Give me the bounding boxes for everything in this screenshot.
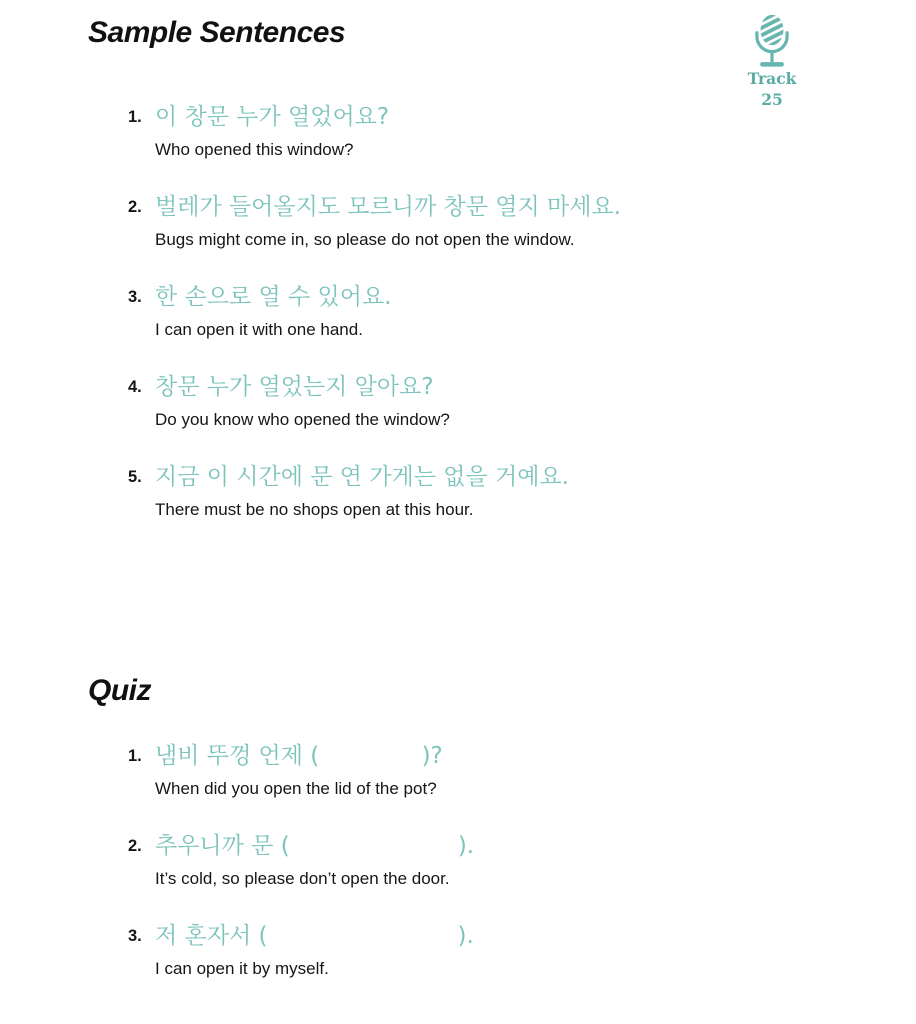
sample-sentence-item xyxy=(128,103,788,193)
english-translation: Who opened this window? xyxy=(155,140,354,159)
audio-track-badge xyxy=(724,14,820,110)
korean-quiz-sentence-with-blank: 추우니까 문 ( ). xyxy=(155,833,475,859)
english-translation: Bugs might come in, so please do not open the window. xyxy=(155,230,575,249)
english-translation: I can open it with one hand. xyxy=(155,320,363,339)
korean-sentence: 벌레가 들어올지도 모르니까 창문 열지 마세요. xyxy=(155,194,622,220)
item-number: 4. xyxy=(128,378,142,396)
quiz-item xyxy=(128,832,788,922)
item-number: 5. xyxy=(128,468,142,486)
sample-sentence-item xyxy=(128,373,788,463)
korean-sentence: 창문 누가 열었는지 알아요? xyxy=(155,374,434,400)
item-number: 2. xyxy=(128,837,142,855)
microphone-icon xyxy=(750,14,794,68)
quiz-list xyxy=(128,742,788,980)
english-translation: When did you open the lid of the pot? xyxy=(155,779,437,798)
korean-sentence: 한 손으로 열 수 있어요. xyxy=(155,284,392,310)
quiz-item xyxy=(128,742,788,832)
korean-sentence: 지금 이 시간에 문 연 가게는 없을 거예요. xyxy=(155,464,569,490)
item-number: 3. xyxy=(128,288,142,306)
korean-quiz-sentence-with-blank: 냄비 뚜껑 언제 ( )? xyxy=(155,743,443,769)
quiz-heading: Quiz xyxy=(88,674,151,707)
item-number: 2. xyxy=(128,198,142,216)
sample-sentence-item xyxy=(128,283,788,373)
sample-sentence-item xyxy=(128,193,788,283)
quiz-item xyxy=(128,922,788,980)
track-label: Track xyxy=(747,69,797,88)
item-number: 3. xyxy=(128,927,142,945)
korean-quiz-sentence-with-blank: 저 혼자서 ( ). xyxy=(155,923,474,949)
track-number: 25 xyxy=(761,90,783,109)
korean-sentence: 이 창문 누가 열었어요? xyxy=(155,104,390,130)
sample-sentences-list xyxy=(128,103,788,521)
english-translation: Do you know who opened the window? xyxy=(155,410,450,429)
english-translation: There must be no shops open at this hour. xyxy=(155,500,474,519)
english-translation: It’s cold, so please don’t open the door. xyxy=(155,869,450,888)
item-number: 1. xyxy=(128,747,142,765)
item-number: 1. xyxy=(128,108,142,126)
sample-sentence-item xyxy=(128,463,788,521)
english-translation: I can open it by myself. xyxy=(155,959,329,978)
sample-sentences-heading: Sample Sentences xyxy=(88,16,346,49)
